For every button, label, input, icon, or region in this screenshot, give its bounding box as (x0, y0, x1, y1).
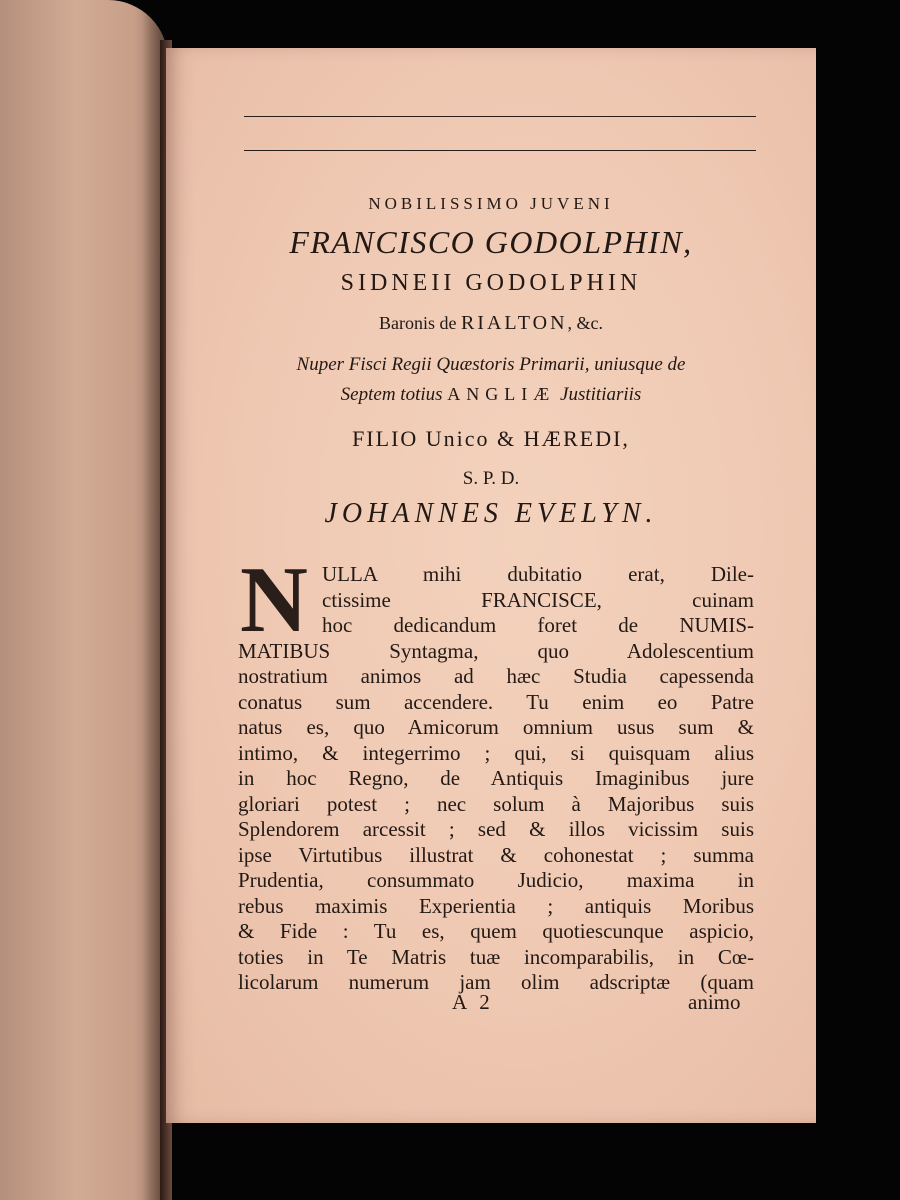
office-line-2 (166, 384, 816, 406)
body-line: licolarum numerum jam olim adscriptæ (quam (238, 970, 754, 994)
office-line-2a: Septem totius (340, 384, 443, 405)
body-line: natus es, quo Amicorum omnium usus sum & (238, 715, 754, 739)
body-line: Splendorem arcessit ; sed & illos vicissim suis (238, 817, 754, 841)
catchword: animo (688, 990, 741, 1014)
body-line: hoc dedicandum foret de NUMIS- (322, 613, 754, 637)
salutation: S. P. D. (462, 468, 520, 489)
office-line-2c: Justitiariis (560, 384, 642, 405)
body-line: conatus sum accendere. Tu enim eo Patre (238, 689, 754, 714)
body-line: in hoc Regno, de Antiquis Imaginibus jure (238, 766, 754, 790)
body-line: gloriari potest ; nec solum à Majoribus suis (238, 791, 754, 816)
header-rule-bottom (244, 150, 756, 151)
father-name: SIDNEII GODOLPHIN (340, 270, 642, 296)
dedicatee-name: FRANCISCO GODOLPHIN, (289, 224, 693, 260)
body-line: & Fide : Tu es, quem quotiescunque aspicio, (238, 919, 754, 943)
body-line: rebus maximis Experientia ; antiquis Moribus (238, 893, 754, 918)
body-line: Prudentia, consummato Judicio, maxima in (238, 868, 754, 892)
author-name: JOHANNES EVELYN. (324, 498, 658, 529)
drop-cap: N (240, 548, 308, 652)
book-page (166, 48, 816, 1123)
body-line: toties in Te Matris tuæ incomparabilis, in Cœ- (238, 944, 754, 969)
office-line-1: Nuper Fisci Regii Quæstoris Primarii, uniusque de (296, 354, 686, 375)
body-line: ctissime FRANCISCE, cuinam (322, 587, 754, 612)
son-heir-line: FILIO Unico & HÆREDI, (352, 426, 630, 451)
baron-title-line (166, 312, 816, 335)
baron-suffix: , &c. (567, 313, 604, 333)
body-line: MATIBUS Syntagma, quo Adolescentium (238, 638, 754, 663)
signature-mark: A 2 (452, 990, 494, 1014)
facing-page-left (0, 0, 168, 1200)
dedication-line-1: NOBILISSIMO JUVENI (368, 194, 614, 213)
baron-place: RIALTON (460, 312, 568, 334)
body-line: nostratium animos ad hæc Studia capessenda (238, 664, 754, 688)
body-line: ipse Virtutibus illustrat & cohonestat ; summa (238, 842, 754, 867)
baron-prefix: Baronis de (378, 313, 457, 333)
office-line-2b: ANGLIÆ (447, 384, 556, 404)
header-rule-top (244, 116, 756, 117)
body-line: intimo, & integerrimo ; qui, si quisquam alius (238, 740, 754, 765)
body-line: ULLA mihi dubitatio erat, Dile- (322, 562, 754, 586)
